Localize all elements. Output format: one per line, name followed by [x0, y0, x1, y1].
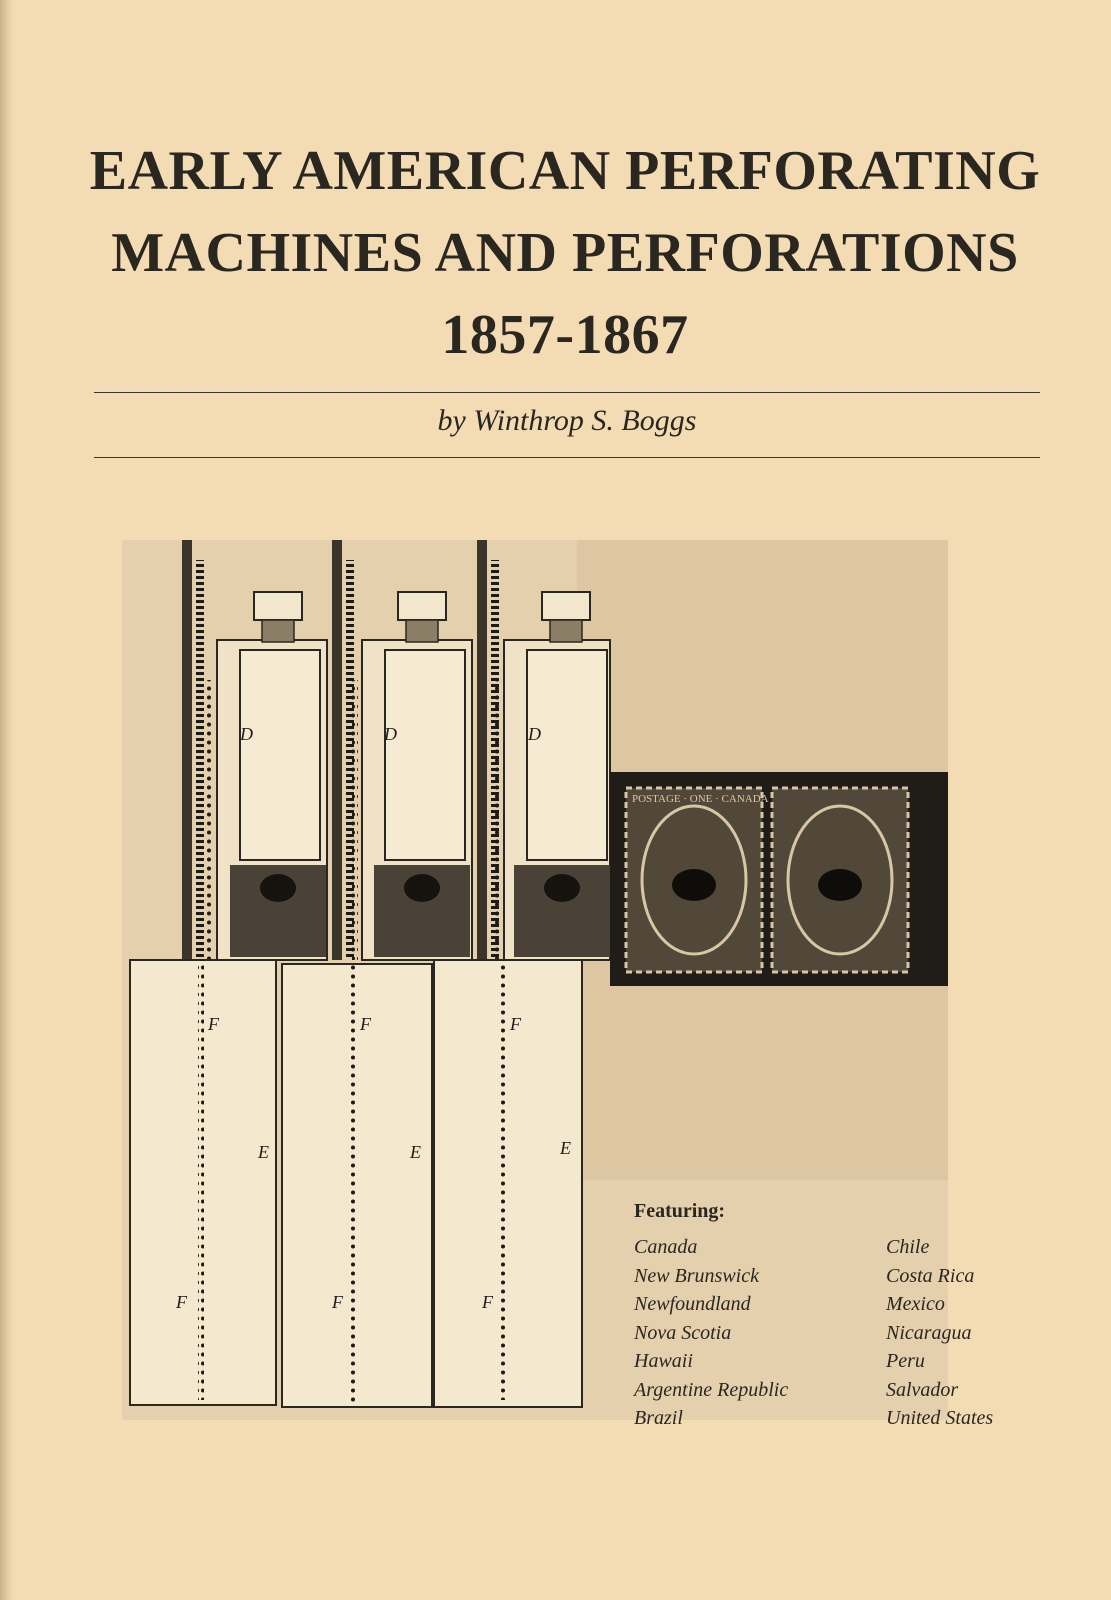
country-item: New Brunswick: [634, 1264, 759, 1287]
label-f-bottom-1: F: [176, 1292, 187, 1312]
label-e-1: E: [258, 1142, 269, 1162]
featuring-column-2: [886, 1233, 1034, 1433]
label-d-1: D: [240, 724, 253, 744]
stamp-inscription: POSTAGE · ONE · CANADA: [632, 793, 769, 805]
featuring-heading: Featuring:: [634, 1200, 726, 1222]
label-e-2: E: [410, 1142, 421, 1162]
cover-spine-edge: [0, 0, 14, 1600]
country-item: Chile: [886, 1236, 930, 1258]
country-item: Nova Scotia: [634, 1321, 732, 1344]
label-f-bottom-2: F: [332, 1292, 343, 1312]
label-e-3: E: [560, 1138, 571, 1158]
title-line-years: 1857-1867: [441, 304, 689, 366]
top-rule: [94, 392, 1040, 393]
country-item: United States: [886, 1407, 994, 1429]
label-f-top-2: F: [360, 1014, 371, 1034]
country-item: Hawaii: [634, 1350, 693, 1372]
label-f-bottom-3: F: [482, 1292, 493, 1312]
country-item: Peru: [886, 1350, 925, 1372]
country-item: Nicaragua: [886, 1321, 972, 1344]
bottom-rule: [94, 457, 1040, 458]
country-item: Costa Rica: [886, 1264, 975, 1287]
author-byline: by Winthrop S. Boggs: [437, 404, 697, 437]
featuring-section: [634, 1200, 1034, 1433]
country-item: Mexico: [886, 1293, 945, 1315]
country-item: Newfoundland: [634, 1293, 751, 1315]
label-d-2: D: [384, 724, 397, 744]
title-line-1: EARLY AMERICAN PERFORATING: [89, 140, 1041, 202]
label-d-3: D: [528, 724, 541, 744]
country-item: Canada: [634, 1236, 698, 1258]
label-f-top-1: F: [208, 1014, 219, 1034]
country-item: Salvador: [886, 1378, 959, 1401]
machine-column-3: [477, 540, 610, 960]
title-line-2: MACHINES AND PERFORATIONS: [111, 222, 1019, 284]
country-item: Brazil: [634, 1407, 683, 1429]
country-item: Argentine Republic: [634, 1378, 789, 1401]
label-f-top-3: F: [510, 1014, 521, 1034]
book-title: [60, 130, 1070, 376]
featuring-column-1: [634, 1233, 886, 1433]
